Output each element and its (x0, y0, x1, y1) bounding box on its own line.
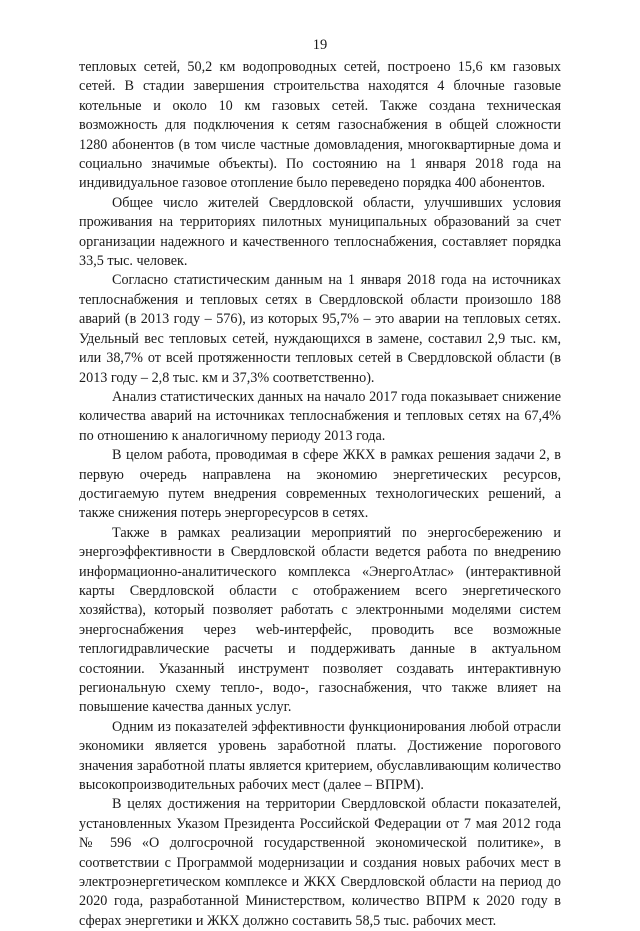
paragraph: Общее число жителей Свердловской области, улучшивших условия проживания на территориях пилотных муниципальных образований за счет организации надежного и качественного теплоснабжения, составляет порядка 33,5 тыс. человек. (79, 194, 561, 270)
paragraph: В целях достижения на территории Свердловской области показателей, установленных Указом Президента Российской Федерации от 7 мая 2012 года № 596 «О долгосрочной государственной экономической политике», в соответствии с Программой модернизации и создания новых рабочих мест в электроэнергетическом комплексе и ЖКХ Свердловской области на период до 2020 года, разработанной Министерством, количество ВПРМ к 2020 году в сферах энергетики и ЖКХ должно составить 58,5 тыс. рабочих мест. (79, 796, 561, 929)
page-number: 19 (312, 37, 328, 53)
paragraph: Анализ статистических данных на начало 2017 года показывает снижение количества аварий на источниках теплоснабжения и тепловых сетях на 67,4% по отношению к аналогичному периоду 2013 года. (79, 388, 561, 444)
paragraph-continuation: тепловых сетей, 50,2 км водопроводных сетей, построено 15,6 км газовых сетей. В стадии завершения строительства находятся 4 блочные газовые котельные и около 10 км газовых сетей. Также создана техническая возможность для подключения к сетям газоснабжения в общей сложности 1280 абонентов (в том числе частные домовладения, многоквартирные дома и социально значимые объекты). По состоянию на 1 января 2018 года на индивидуальное газовое отопление было переведено порядка 400 абонентов. (79, 59, 561, 192)
paragraph: Одним из показателей эффективности функционирования любой отрасли экономики является уровень заработной платы. Достижение порогового значения заработной платы является критерием, обуславливающим количество высокопроизводительных рабочих мест (далее – ВПРМ). (79, 718, 561, 794)
paragraph: Согласно статистическим данным на 1 января 2018 года на источниках теплоснабжения и тепловых сетях в Свердловской области произошло 188 аварий (в 2013 году – 576), из которых 95,7% – это аварии на тепловых сетях. Удельный вес тепловых сетей, нуждающихся в замене, составил 2,9 тыс. км, или 38,7% от всей протяженности тепловых сетей в Свердловской области (в 2013 году – 2,8 тыс. км и 37,3% соответственно). (79, 272, 561, 386)
paragraph: В целом работа, проводимая в сфере ЖКХ в рамках решения задачи 2, в первую очередь направлена на экономию энергетических ресурсов, достигаемую путем внедрения современных технологических решений, а также снижения потерь энергоресурсов в сетях. (79, 447, 561, 522)
document-body (79, 58, 561, 931)
paragraph: Также в рамках реализации мероприятий по энергосбережению и энергоэффективности в Свердловской области ведется работа по внедрению информационно-аналитического комплекса «ЭнергоАтлас» (интерактивной карты Свердловской области с отображением всего энергетического хозяйства), который позволяет работать с электронными моделями систем энергоснабжения через web-интерфейс, проводить все возможные теплогидравлические расчеты и поддерживать данные в актуальном состоянии. Указанный инструмент позволяет создавать интерактивную региональную схему тепло-, водо-, газоснабжения, что также влияет на повышение качества данных услуг. (79, 524, 561, 716)
